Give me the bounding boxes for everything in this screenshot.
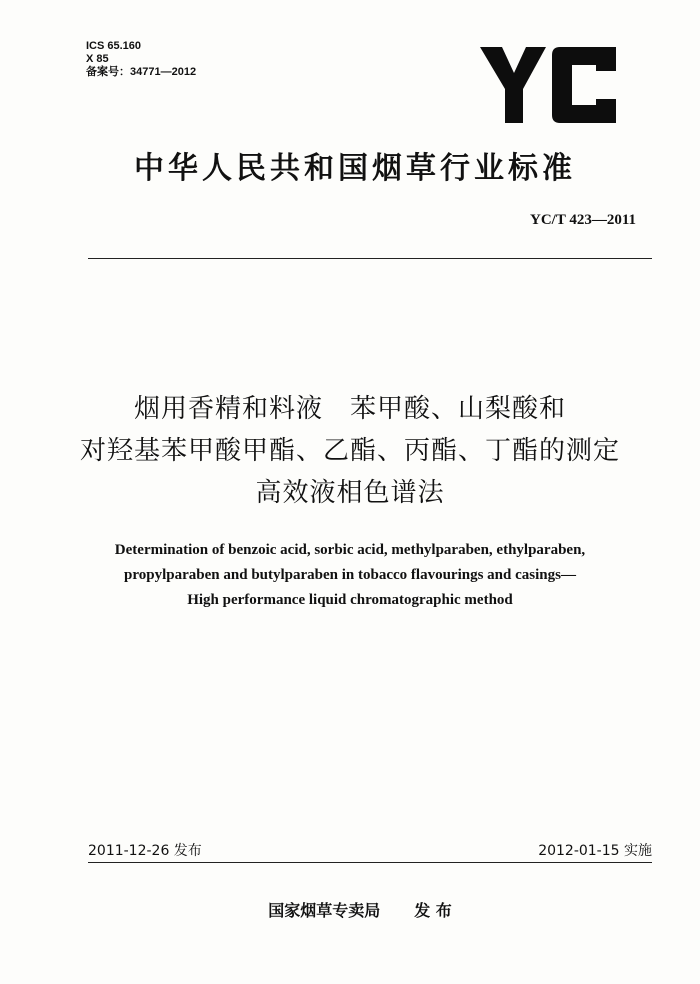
standard-title: 中华人民共和国烟草行业标准 (134, 151, 576, 186)
classification-code: X 85 (86, 53, 109, 65)
issuer-line (0, 898, 700, 921)
english-title (0, 538, 700, 613)
english-title-line-2: propylparaben and butylparaben in tobacco flavourings and casings— (124, 567, 576, 583)
chinese-title-line-1: 烟用香精和料液 苯甲酸、山梨酸和 (133, 394, 566, 424)
implementation-date: 2012-01-15 实施 (538, 843, 652, 859)
standard-number: YC/T 423—2011 (530, 212, 636, 228)
metadata-block (86, 40, 196, 79)
issuer-action: 发 布 (414, 901, 452, 920)
issuer-name: 国家烟草专卖局 (268, 901, 381, 920)
chinese-title (0, 388, 700, 514)
bottom-divider (88, 862, 652, 863)
yc-logo (480, 47, 616, 123)
chinese-title-line-3: 高效液相色谱法 (255, 478, 445, 508)
english-title-line-3: High performance liquid chromatographic method (187, 592, 513, 608)
english-title-line-1: Determination of benzoic acid, sorbic acid, methylparaben, ethylparaben, (114, 542, 586, 558)
top-divider (88, 258, 652, 259)
chinese-title-line-2: 对羟基苯甲酸甲酯、乙酯、丙酯、丁酯的测定 (79, 436, 620, 466)
record-number: 备案号：34771—2012 (86, 66, 197, 78)
issue-date: 2011-12-26 发布 (88, 843, 202, 859)
ics-code: ICS 65.160 (86, 40, 142, 52)
